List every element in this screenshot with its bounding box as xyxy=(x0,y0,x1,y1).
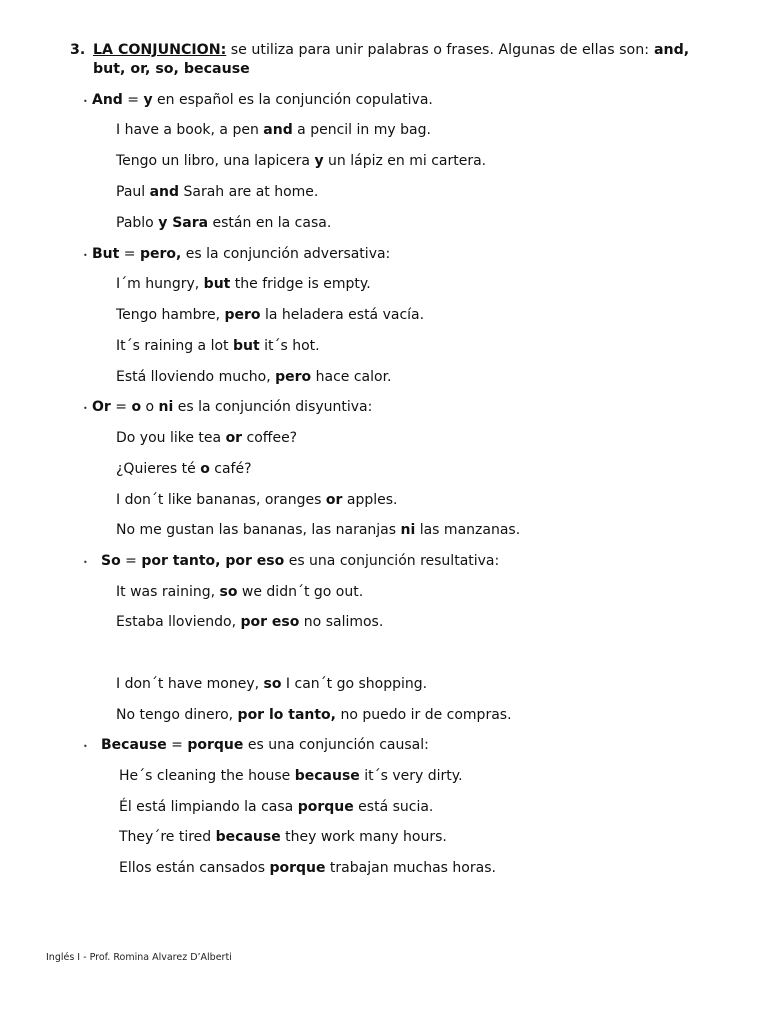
text-run: hace calor. xyxy=(311,369,392,385)
keyword: Or xyxy=(92,399,111,415)
section-title: LA CONJUNCION: xyxy=(93,42,227,58)
keyword: And xyxy=(92,92,123,108)
bullet-icon: • xyxy=(83,742,88,751)
keyword: por eso xyxy=(240,614,300,630)
text-run: I can´t go shopping. xyxy=(281,676,428,692)
example-sentence xyxy=(119,768,463,785)
example-sentence xyxy=(116,676,427,693)
keyword: porque xyxy=(187,737,244,753)
keyword: Because xyxy=(101,737,167,753)
example-sentence xyxy=(116,492,397,509)
keyword: and xyxy=(149,184,180,200)
text-run: Do you like tea xyxy=(116,430,226,446)
keyword: But xyxy=(92,246,120,262)
example-sentence xyxy=(116,184,318,201)
example-sentence xyxy=(119,829,447,846)
bullet-icon: • xyxy=(83,97,88,106)
keyword: pero xyxy=(275,369,312,385)
example-sentence xyxy=(116,122,431,139)
keyword: porque xyxy=(297,799,354,815)
example-sentence xyxy=(116,707,512,724)
bullet-icon: • xyxy=(83,558,88,567)
keyword: or xyxy=(225,430,243,446)
text-run: están en la casa. xyxy=(208,215,332,231)
text-run: = xyxy=(120,553,142,569)
text-run: No tengo dinero, xyxy=(116,707,238,723)
text-run: trabajan muchas horas. xyxy=(325,860,496,876)
text-run: Estaba lloviendo, xyxy=(116,614,241,630)
example-sentence xyxy=(116,584,363,601)
keyword: ni xyxy=(158,399,174,415)
text-run: = xyxy=(122,92,144,108)
text-run: we didn´t go out. xyxy=(237,584,364,600)
text-run: es la conjunción adversativa: xyxy=(181,246,391,262)
text-run: café? xyxy=(209,461,252,477)
example-sentence xyxy=(119,860,496,877)
text-run: a pencil in my bag. xyxy=(292,122,431,138)
keyword: so xyxy=(219,584,238,600)
text-run: Él está limpiando la casa xyxy=(119,799,298,815)
example-sentence xyxy=(116,338,320,355)
text-run: it´s very dirty. xyxy=(359,768,463,784)
section-intro xyxy=(93,41,713,79)
keyword: y xyxy=(314,153,324,169)
keyword: o xyxy=(131,399,142,415)
text-run: Está lloviendo mucho, xyxy=(116,369,276,385)
bullet-icon: • xyxy=(83,251,88,260)
section-number: 3. xyxy=(70,42,86,58)
text-run: ¿Quieres té xyxy=(116,461,201,477)
keyword: y xyxy=(143,92,153,108)
text-run: es la conjunción disyuntiva: xyxy=(173,399,373,415)
text-run: está sucia. xyxy=(353,799,434,815)
text-run: they work many hours. xyxy=(280,829,447,845)
keyword: but xyxy=(203,276,231,292)
keyword: porque xyxy=(269,860,326,876)
bullet-icon: • xyxy=(83,404,88,413)
example-sentence xyxy=(116,276,371,293)
keyword: pero, xyxy=(139,246,182,262)
example-sentence xyxy=(116,461,252,478)
keyword: because xyxy=(294,768,360,784)
example-sentence xyxy=(116,153,486,170)
text-run: = xyxy=(119,246,140,262)
page-footer: Inglés I - Prof. Romina Alvarez D’Alberti xyxy=(46,952,232,963)
text-run: I don´t have money, xyxy=(116,676,264,692)
text-run: es una conjunción causal: xyxy=(243,737,429,753)
example-sentence xyxy=(116,307,424,324)
keyword: So xyxy=(101,553,121,569)
conjunction-title xyxy=(92,92,433,109)
example-sentence xyxy=(116,522,520,539)
keyword: or xyxy=(325,492,343,508)
keyword: por lo tanto, xyxy=(237,707,336,723)
text-run: Tengo hambre, xyxy=(116,307,225,323)
text-run: coffee? xyxy=(242,430,298,446)
text-run: it´s hot. xyxy=(259,338,320,354)
text-run: o xyxy=(141,399,159,415)
section-intro-text: se utiliza para unir palabras o frases. Algunas de ellas son: xyxy=(226,42,649,58)
text-run: Sarah are at home. xyxy=(179,184,319,200)
text-run: Tengo un libro, una lapicera xyxy=(116,153,315,169)
keyword: ni xyxy=(400,522,416,538)
text-run: No me gustan las bananas, las naranjas xyxy=(116,522,401,538)
text-run: It was raining, xyxy=(116,584,220,600)
example-sentence xyxy=(116,215,331,232)
text-run: They´re tired xyxy=(119,829,216,845)
keyword: o xyxy=(200,461,210,477)
keyword: but xyxy=(232,338,260,354)
conjunction-title xyxy=(101,553,499,570)
keyword: and xyxy=(263,122,293,138)
conjunction-title xyxy=(92,399,372,416)
keyword: so xyxy=(263,676,282,692)
text-run: no salimos. xyxy=(299,614,384,630)
text-run: the fridge is empty. xyxy=(230,276,371,292)
text-run: es una conjunción resultativa: xyxy=(284,553,500,569)
keyword: because xyxy=(215,829,281,845)
text-run: I´m hungry, xyxy=(116,276,204,292)
text-run: I don´t like bananas, oranges xyxy=(116,492,326,508)
keyword: y Sara xyxy=(158,215,209,231)
conjunction-title xyxy=(92,246,390,263)
text-run: Paul xyxy=(116,184,150,200)
text-run: He´s cleaning the house xyxy=(119,768,295,784)
text-run: I have a book, a pen xyxy=(116,122,264,138)
text-run: en español es la conjunción copulativa. xyxy=(152,92,433,108)
conjunction-title xyxy=(101,737,429,754)
example-sentence xyxy=(116,614,383,631)
text-run: = xyxy=(110,399,132,415)
text-run: la heladera está vacía. xyxy=(260,307,425,323)
text-run: no puedo ir de compras. xyxy=(336,707,512,723)
text-run: Ellos están cansados xyxy=(119,860,270,876)
example-sentence xyxy=(116,369,392,386)
text-run: las manzanas. xyxy=(415,522,521,538)
conjunction-list: and, but, or, so, because xyxy=(93,42,690,77)
text-run: = xyxy=(166,737,188,753)
text-run: Pablo xyxy=(116,215,159,231)
text-run: un lápiz en mi cartera. xyxy=(323,153,487,169)
keyword: por tanto, por eso xyxy=(141,553,285,569)
example-sentence xyxy=(119,799,433,816)
text-run: It´s raining a lot xyxy=(116,338,233,354)
text-run: apples. xyxy=(342,492,398,508)
keyword: pero xyxy=(224,307,261,323)
example-sentence xyxy=(116,430,297,447)
